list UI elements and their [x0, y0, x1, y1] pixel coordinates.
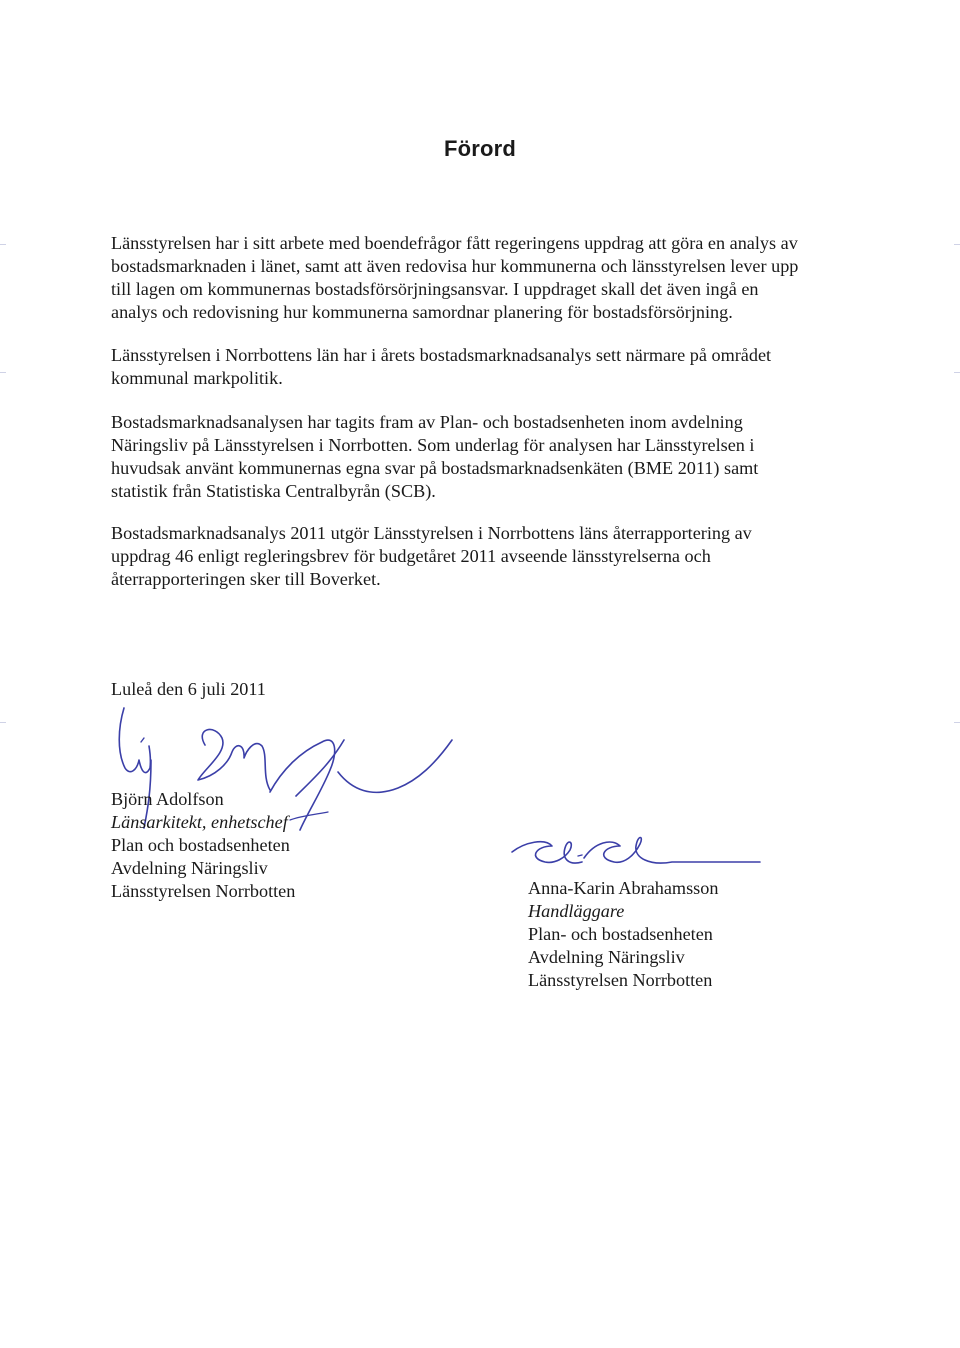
text-line: Länsstyrelsen i Norrbottens län har i årets bostadsmarknadsanalys sett närmare på området: [111, 345, 772, 365]
text-line: Länsstyrelsen har i sitt arbete med boendefrågor fått regeringens uppdrag att göra en analys av: [111, 233, 798, 253]
text-line: Bostadsmarknadsanalysen har tagits fram av Plan- och bostadsenheten inom avdelning: [111, 412, 743, 432]
signatory-department: Avdelning Näringsliv: [528, 947, 685, 967]
signatory-name: Anna-Karin Abrahamsson: [528, 878, 719, 898]
text-line: analys och redovisning hur kommunerna samordnar planering för bostadsförsörjning.: [111, 302, 733, 322]
text-line: huvudsak använt kommunernas egna svar på bostadsmarknadsenkäten (BME 2011) samt: [111, 458, 759, 478]
signatory-block-adolfson: [111, 788, 295, 903]
text-line: uppdrag 46 enligt regleringsbrev för budgetåret 2011 avseende länsstyrelserna och: [111, 546, 711, 566]
text-line: kommunal markpolitik.: [111, 368, 283, 388]
signatory-organization: Länsstyrelsen Norrbotten: [528, 970, 713, 990]
date-line: Luleå den 6 juli 2011: [111, 679, 266, 699]
signatory-unit: Plan- och bostadsenheten: [528, 924, 713, 944]
scan-margin-mark: [954, 244, 960, 245]
text-line: statistik från Statistiska Centralbyrån (SCB).: [111, 481, 436, 501]
signatory-role: Handläggare: [528, 901, 625, 921]
scan-margin-mark: [954, 372, 960, 373]
signatory-name: Björn Adolfson: [111, 789, 224, 809]
signatory-organization: Länsstyrelsen Norrbotten: [111, 881, 296, 901]
scan-margin-mark: [0, 372, 6, 373]
text-line: bostadsmarknaden i länet, samt att även redovisa hur kommunerna och länsstyrelsen lever upp: [111, 256, 799, 276]
scan-margin-mark: [0, 722, 6, 723]
signatory-block-abrahamsson: [528, 877, 718, 992]
text-line: Bostadsmarknadsanalys 2011 utgör Länsstyrelsen i Norrbottens läns återrapportering av: [111, 523, 752, 543]
signatory-role: Länsarkitekt, enhetschef: [111, 812, 288, 832]
signatory-department: Avdelning Näringsliv: [111, 858, 268, 878]
scan-margin-mark: [954, 722, 960, 723]
text-line: Näringsliv på Länsstyrelsen i Norrbotten. Som underlag för analysen har Länsstyrelsen i: [111, 435, 755, 455]
page-title: Förord: [443, 136, 517, 161]
text-line: till lagen om kommunernas bostadsförsörjningsansvar. I uppdraget skall det även ingå en: [111, 279, 759, 299]
signatory-unit: Plan och bostadsenheten: [111, 835, 290, 855]
text-line: återrapporteringen sker till Boverket.: [111, 569, 381, 589]
scan-margin-mark: [0, 244, 6, 245]
